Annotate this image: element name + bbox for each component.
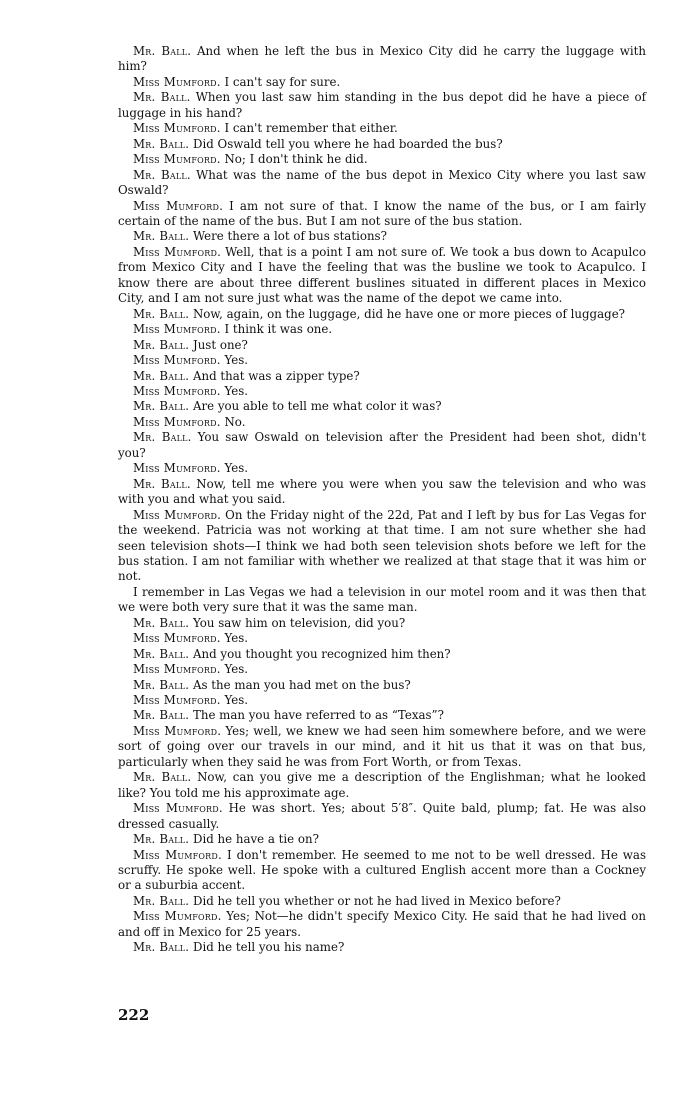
speaker-label: Miss Mumford. xyxy=(133,383,221,398)
speaker-label: Miss Mumford. xyxy=(133,909,222,924)
speaker-label: Mr. Ball. xyxy=(133,90,191,105)
transcript-paragraph xyxy=(118,647,646,662)
speaker-label: Mr. Ball. xyxy=(133,770,192,785)
transcript-paragraph xyxy=(118,616,646,631)
transcript-paragraph xyxy=(118,121,646,136)
speaker-label: Miss Mumford. xyxy=(133,662,221,677)
speaker-label: Mr. Ball. xyxy=(133,136,190,151)
speaker-label: Mr. Ball. xyxy=(133,708,190,723)
transcript-paragraph xyxy=(118,75,646,90)
transcript-paragraph xyxy=(118,199,646,230)
speech-text: And that was a zipper type? xyxy=(189,368,360,383)
speech-text: Did he tell you his name? xyxy=(189,940,345,955)
speaker-label: Mr. Ball. xyxy=(133,229,190,244)
speaker-label: Mr. Ball. xyxy=(133,677,190,692)
transcript-paragraph xyxy=(118,894,646,909)
transcript-paragraph xyxy=(118,44,646,75)
transcript-paragraph xyxy=(118,848,646,894)
speech-text: Yes. xyxy=(220,693,249,708)
speech-text: Yes. xyxy=(220,631,249,646)
transcript-paragraph xyxy=(118,399,646,414)
transcript-paragraph xyxy=(118,477,646,508)
speaker-label: Mr. Ball. xyxy=(133,832,190,847)
speaker-label: Mr. Ball. xyxy=(133,306,190,321)
speaker-label: Miss Mumford. xyxy=(133,198,224,213)
transcript-paragraph xyxy=(118,369,646,384)
transcript-paragraph xyxy=(118,770,646,801)
speaker-label: Miss Mumford. xyxy=(133,244,222,259)
speech-text: You saw him on television, did you? xyxy=(189,615,406,630)
transcript-paragraph xyxy=(118,678,646,693)
transcript-paragraph xyxy=(118,585,646,616)
transcript-paragraph xyxy=(118,137,646,152)
speech-text: He was short. Yes; about 5′8″. Quite bald, plump; fat. He was also dressed casually. xyxy=(118,801,646,831)
speech-text: And you thought you recognized him then? xyxy=(189,646,451,661)
speaker-label: Mr. Ball. xyxy=(133,167,191,182)
speaker-label: Mr. Ball. xyxy=(133,399,190,414)
speaker-label: Miss Mumford. xyxy=(133,693,221,708)
speech-text: Well, that is a point I am not sure of. We took a bus down to Acapulco from Mexico City and I have the feeling that was the busline we took to Acapulco. I know there are about three different buslines situated in different places in Mexico City, and I am not sure just what was the name of the depot we came into. xyxy=(118,244,646,306)
speech-text: I remember in Las Vegas we had a television in our motel room and it was then that we were both very sure that it was the same man. xyxy=(118,584,646,615)
speech-text: Were there a lot of bus stations? xyxy=(189,229,387,244)
transcript-paragraph xyxy=(118,245,646,307)
speech-text: And when he left the bus in Mexico City did he carry the luggage with him? xyxy=(118,44,646,74)
speech-text: Yes; well, we knew we had seen him somewhere before, and we were sort of going over our travels in our mind, and it hit us that it was on that bus, particularly when they said he was from Fort Worth, or from Texas. xyxy=(118,723,646,769)
speech-text: The man you have referred to as “Texas”? xyxy=(189,708,444,723)
transcript-paragraph xyxy=(118,229,646,244)
transcript-paragraph xyxy=(118,631,646,646)
transcript-paragraph xyxy=(118,353,646,368)
speaker-label: Miss Mumford. xyxy=(133,847,222,862)
speech-text: As the man you had met on the bus? xyxy=(189,677,411,692)
speaker-label: Miss Mumford. xyxy=(133,353,221,368)
speaker-label: Miss Mumford. xyxy=(133,461,221,476)
speaker-label: Mr. Ball. xyxy=(133,940,190,955)
speech-text: Did Oswald tell you where he had boarded the bus? xyxy=(189,136,503,151)
speech-text: I don't remember. He seemed to me not to be well dressed. He was scruffy. He spoke well. He spoke with a cultured English accent more than a Cockney or a suburbia accent. xyxy=(118,847,646,893)
speaker-label: Miss Mumford. xyxy=(133,723,222,738)
transcript-paragraph xyxy=(118,461,646,476)
transcript-paragraph xyxy=(118,90,646,121)
speech-text: What was the name of the bus depot in Mexico City where you last saw Oswald? xyxy=(118,167,646,198)
speaker-label: Mr. Ball. xyxy=(133,368,190,383)
speech-text: Are you able to tell me what color it was? xyxy=(189,399,442,414)
speaker-label: Mr. Ball. xyxy=(133,646,190,661)
speaker-label: Mr. Ball. xyxy=(133,430,192,445)
speech-text: Yes. xyxy=(220,461,249,476)
transcript-page xyxy=(118,44,646,956)
speech-text: I am not sure of that. I know the name of the bus, or I am fairly certain of the name of the bus. But I am not sure of the bus station. xyxy=(118,198,646,228)
transcript-paragraph xyxy=(118,307,646,322)
speaker-label: Mr. Ball. xyxy=(133,893,190,908)
speaker-label: Mr. Ball. xyxy=(133,615,190,630)
speaker-label: Miss Mumford. xyxy=(133,121,221,136)
transcript-paragraph xyxy=(118,384,646,399)
transcript-paragraph xyxy=(118,338,646,353)
speaker-label: Mr. Ball. xyxy=(133,337,190,352)
speaker-label: Miss Mumford. xyxy=(133,322,221,337)
speech-text: No; I don't think he did. xyxy=(220,152,368,167)
page-number: 222 xyxy=(118,1006,150,1024)
speaker-label: Miss Mumford. xyxy=(133,414,221,429)
speaker-label: Miss Mumford. xyxy=(133,801,223,816)
speech-text: I think it was one. xyxy=(220,322,333,337)
speech-text: Yes. xyxy=(220,662,249,677)
speaker-label: Mr. Ball. xyxy=(133,476,191,491)
transcript-paragraph xyxy=(118,801,646,832)
speaker-label: Mr. Ball. xyxy=(133,44,192,58)
speech-text: I can't remember that either. xyxy=(220,121,398,136)
speech-text: Did he tell you whether or not he had lived in Mexico before? xyxy=(189,893,561,908)
speech-text: Now, tell me where you were when you saw the television and who was with you and what you said. xyxy=(118,476,646,507)
speaker-label: Miss Mumford. xyxy=(133,152,221,167)
transcript-paragraph xyxy=(118,168,646,199)
transcript-paragraph xyxy=(118,832,646,847)
transcript-paragraph xyxy=(118,322,646,337)
transcript-paragraph xyxy=(118,724,646,770)
speech-text: On the Friday night of the 22d, Pat and I left by bus for Las Vegas for the weekend. Patricia was not working at that time. I am not sure whether she had seen television shots—I think we had both seen television shots before we left for the bus station. I am not familiar with whether we realized at that stage that it was him or not. xyxy=(118,507,646,584)
speech-text: When you last saw him standing in the bus depot did he have a piece of luggage in his hand? xyxy=(118,90,646,120)
transcript-paragraph xyxy=(118,909,646,940)
transcript-paragraph xyxy=(118,152,646,167)
speaker-label: Miss Mumford. xyxy=(133,631,221,646)
speech-text: Now, again, on the luggage, did he have one or more pieces of luggage? xyxy=(189,306,625,321)
speaker-label: Miss Mumford. xyxy=(133,507,222,522)
transcript-paragraph xyxy=(118,415,646,430)
speech-text: Yes; Not—he didn't specify Mexico City. He said that he had lived on and off in Mexico for 25 years. xyxy=(118,909,646,939)
speech-text: Now, can you give me a description of the Englishman; what he looked like? You told me his approximate age. xyxy=(118,770,646,800)
speech-text: No. xyxy=(220,414,246,429)
speech-text: You saw Oswald on television after the President had been shot, didn't you? xyxy=(118,430,646,460)
speech-text: Yes. xyxy=(220,383,249,398)
transcript-paragraph xyxy=(118,430,646,461)
speech-text: I can't say for sure. xyxy=(220,74,341,89)
transcript-paragraph xyxy=(118,940,646,955)
transcript-paragraph xyxy=(118,693,646,708)
speech-text: Just one? xyxy=(189,337,248,352)
transcript-paragraph xyxy=(118,662,646,677)
speaker-label: Miss Mumford. xyxy=(133,74,221,89)
speech-text: Yes. xyxy=(220,353,249,368)
transcript-paragraph xyxy=(118,708,646,723)
speech-text: Did he have a tie on? xyxy=(189,832,319,847)
transcript-paragraph xyxy=(118,508,646,585)
